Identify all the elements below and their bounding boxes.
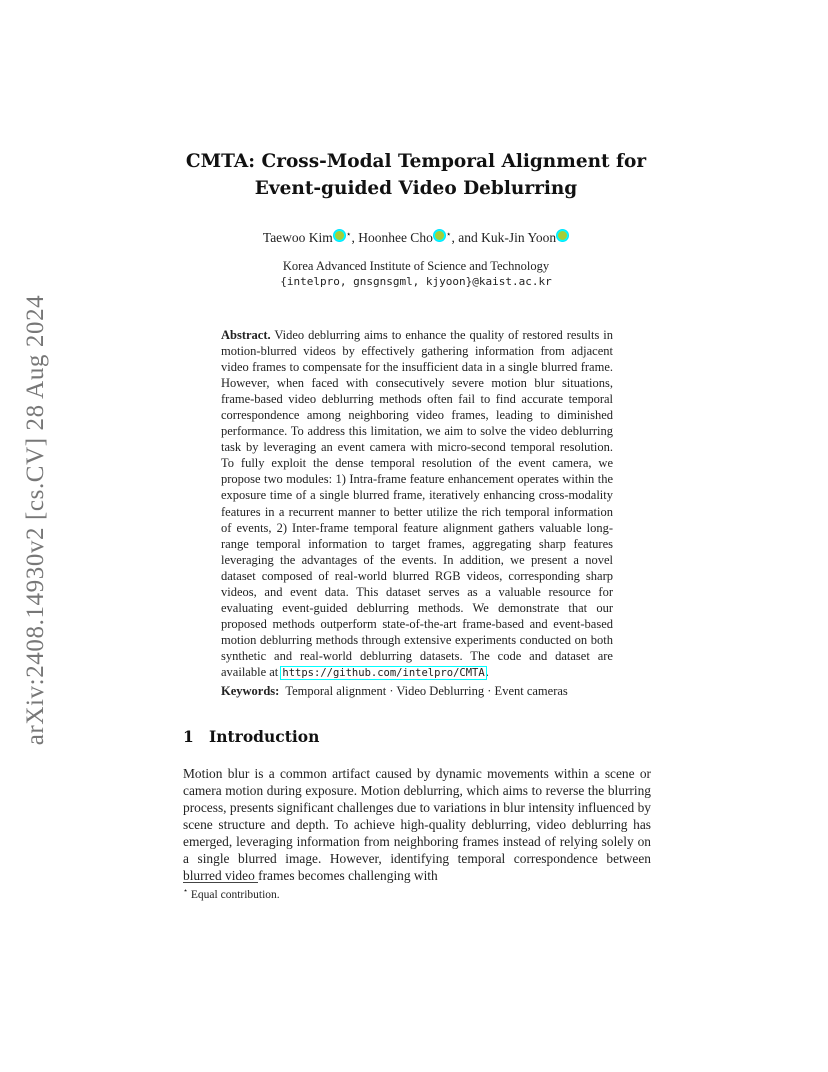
keywords-text: Temporal alignment · Video Deblurring · Event cameras	[285, 684, 568, 698]
footnote-rule	[183, 882, 258, 883]
author-emails: {intelpro, gnsgnsgml, kjyoon}@kaist.ac.kr	[280, 275, 552, 288]
section-title: Introduction	[209, 727, 320, 746]
code-link[interactable]: https://github.com/intelpro/CMTA	[282, 666, 485, 679]
introduction-paragraph: Motion blur is a common artifact caused by dynamic movements within a scene or camera motion during exposure. Motion deblurring, which aims to reverse the blurring process, presents significant challenges due to variations in blur intensity influenced by scene structure and depth. To achieve high-quality deblurring, video deblurring has emerged, leveraging information from neighboring frames instead of relying solely on a single blurred image. However, identifying temporal correspondence between blurred video frames becomes challenging with	[183, 766, 651, 883]
title-line-1: CMTA: Cross-Modal Temporal Alignment for	[185, 151, 647, 172]
orcid-icon[interactable]	[334, 230, 345, 241]
footnote	[183, 886, 280, 901]
paper-title	[150, 148, 682, 202]
abstract-label: Abstract.	[221, 328, 271, 342]
abstract-text: Video deblurring aims to enhance the quality of restored results in motion-blurred videos by effectively gathering information from adjacent video frames to compensate for the insufficient data in a single blurred frame. However, when faced with consecutively severe motion blur situations, frame-based video deblurring methods often fail to find accurate temporal correspondence among neighboring video frames, leading to diminished performance. To address this limitation, we aim to solve the video deblurring task by leveraging an event camera with micro-second temporal resolution. To fully exploit the dense temporal resolution of the event camera, we propose two modules: 1) Intra-frame feature enhancement operates within the exposure time of a single blurred frame, iteratively enhancing cross-modality features in a recurrent manner to better utilize the rich temporal information of events, 2) Inter-frame temporal feature alignment gathers valuable long-range temporal information to target frames, aggregating sharp features leveraging the advantages of the events. In addition, we present a novel dataset composed of real-world blurred RGB videos, corresponding sharp videos, and event data. This dataset serves as a valuable resource for evaluating event-guided deblurring methods. We demonstrate that our proposed methods outperform state-of-the-art frame-based and event-based motion deblurring methods through extensive experiments conducted on both synthetic and real-world deblurring datasets. The code and dataset are available at	[221, 328, 613, 679]
author-2: , Hoonhee Cho	[351, 230, 433, 245]
equal-contribution-mark: ⋆	[445, 229, 452, 239]
orcid-icon[interactable]	[434, 230, 445, 241]
affiliation: Korea Advanced Institute of Science and Technology	[282, 259, 550, 273]
abstract-end: .	[485, 664, 489, 679]
author-3: , and Kuk-Jin Yoon	[451, 230, 557, 245]
author-list	[150, 229, 682, 246]
keywords	[221, 684, 641, 699]
section-heading	[183, 727, 319, 746]
section-number: 1	[183, 727, 194, 746]
footnote-mark: ⋆	[183, 886, 189, 895]
title-line-2: Event-guided Video Deblurring	[254, 178, 578, 199]
footnote-text: Equal contribution.	[190, 888, 280, 901]
affiliation-block	[150, 258, 682, 290]
orcid-icon[interactable]	[557, 230, 568, 241]
arxiv-identifier: arXiv:2408.14930v2 [cs.CV] 28 Aug 2024	[22, 294, 49, 746]
abstract	[221, 327, 613, 681]
keywords-label: Keywords:	[221, 684, 280, 698]
equal-contribution-mark: ⋆	[345, 229, 352, 239]
author-1: Taewoo Kim	[262, 230, 333, 245]
